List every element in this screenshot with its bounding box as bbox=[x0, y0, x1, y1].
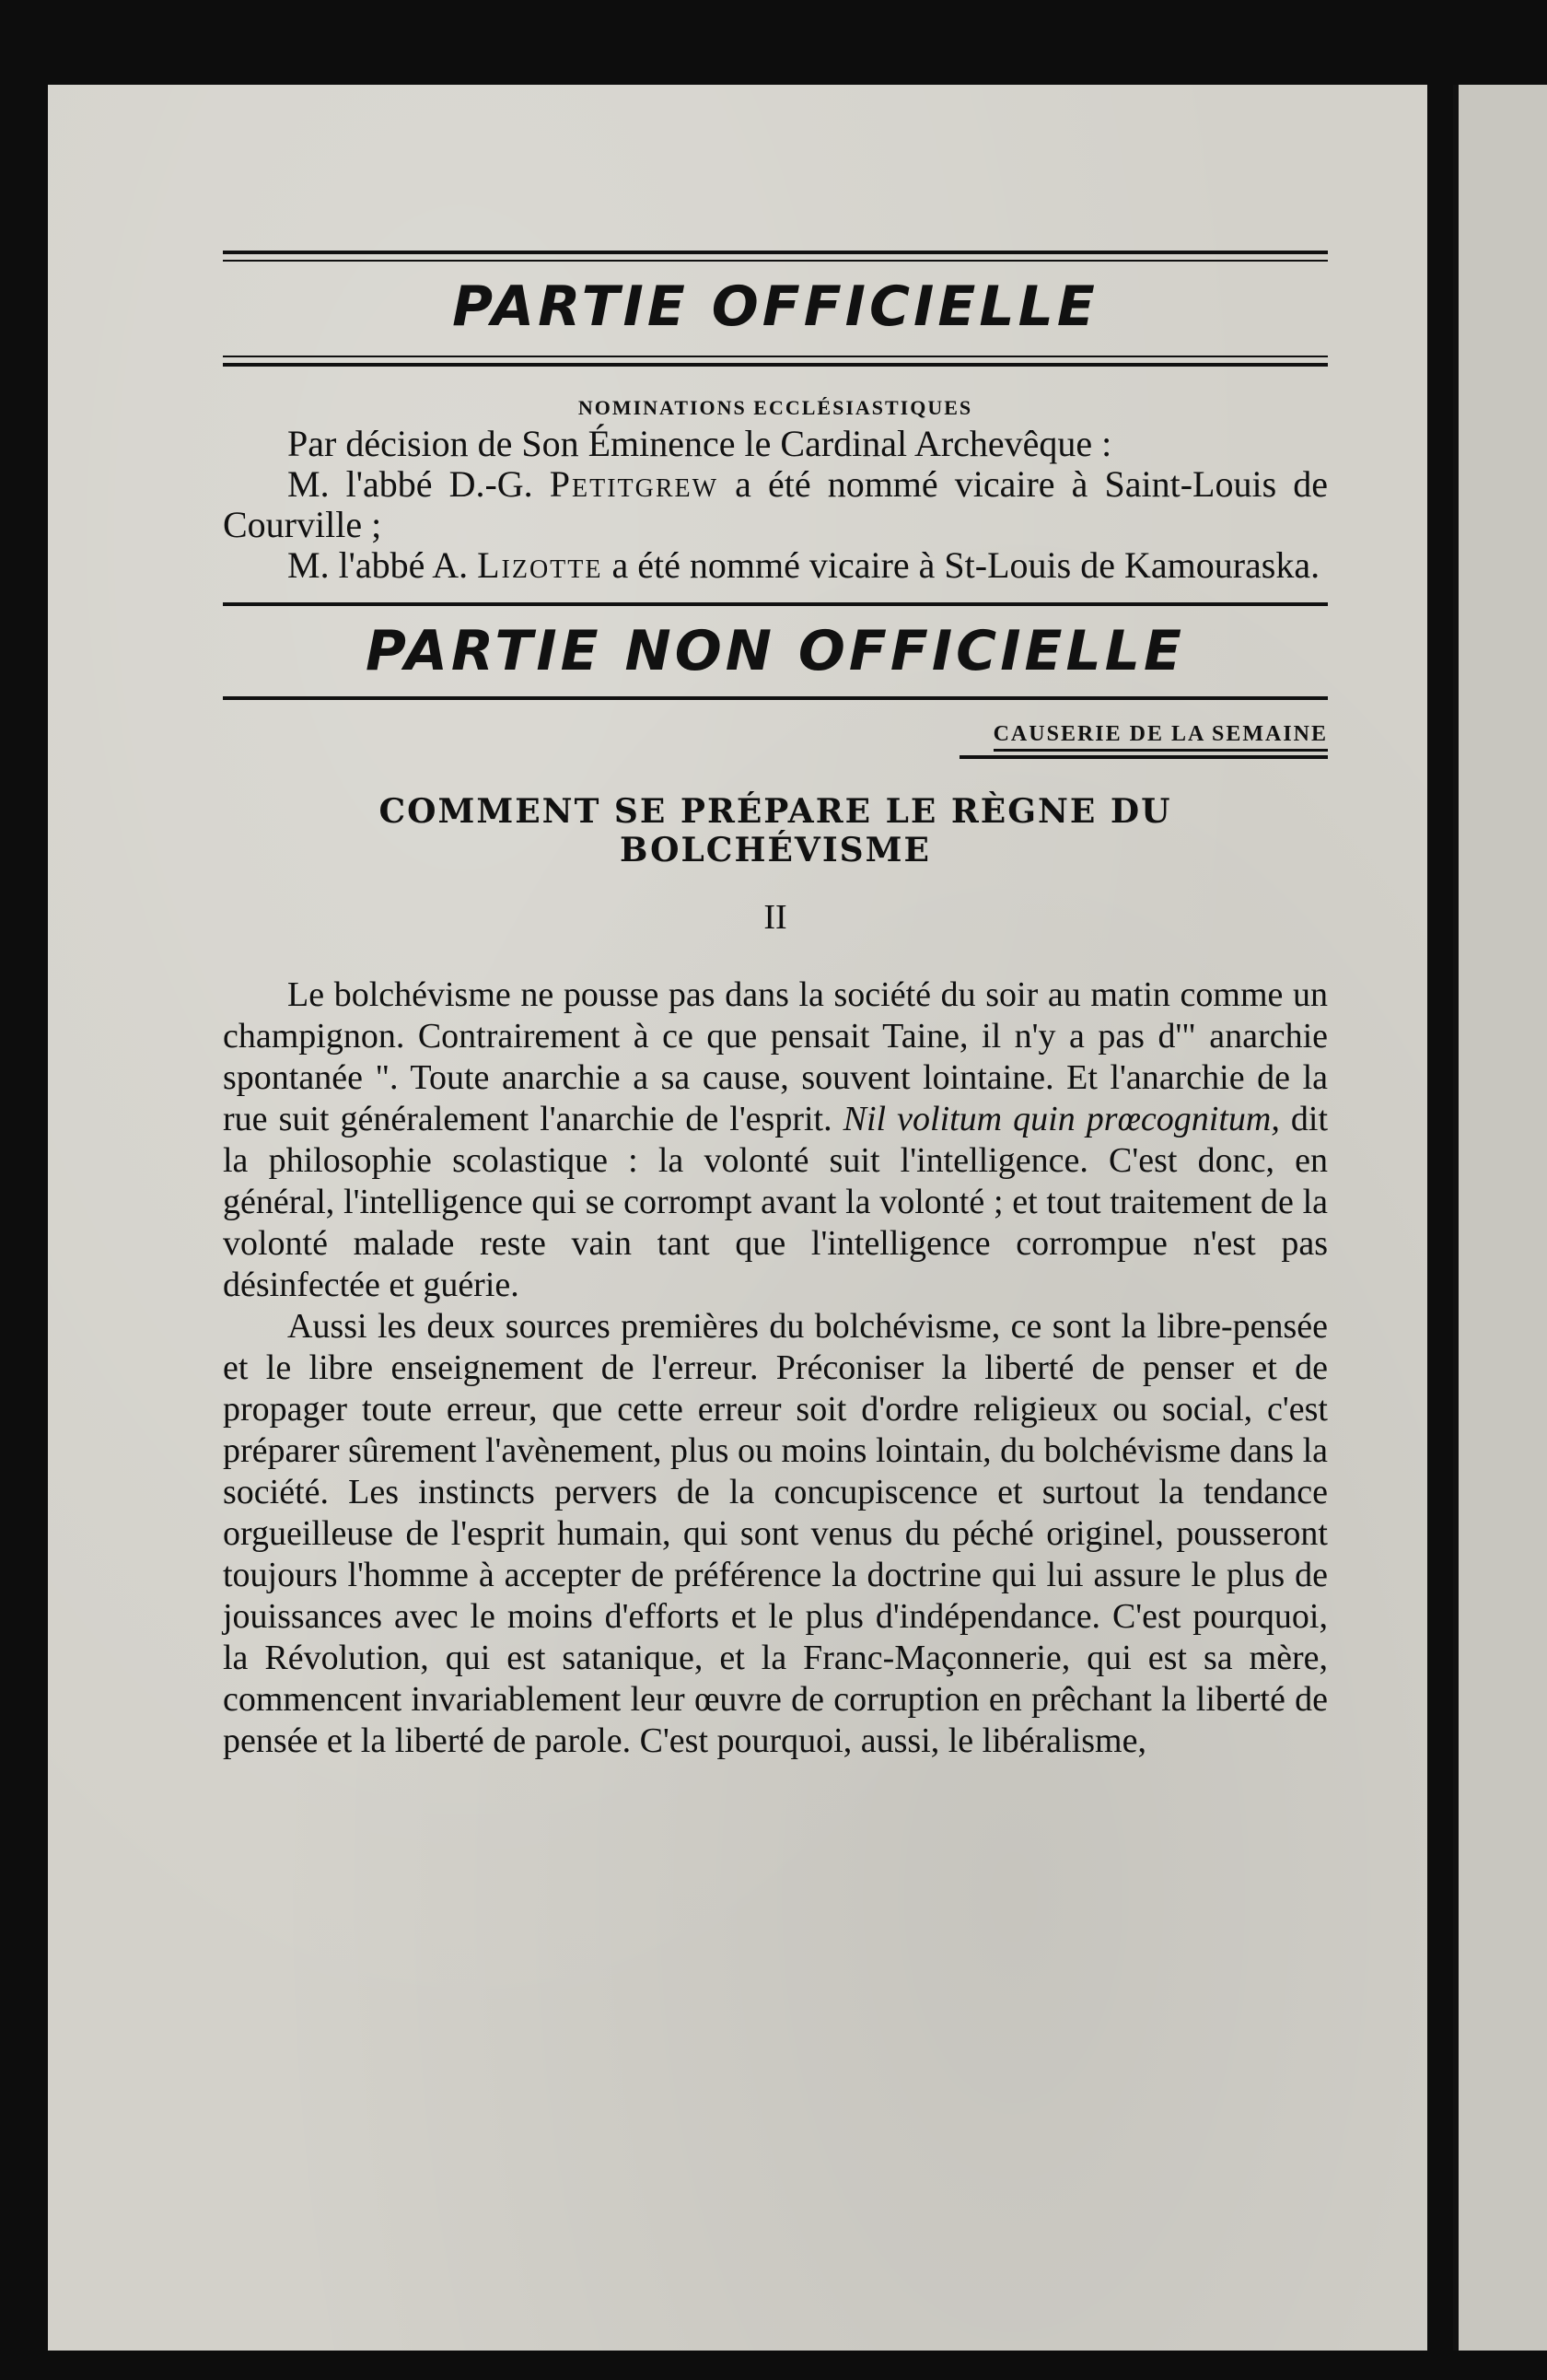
official-heading: PARTIE OFFICIELLE bbox=[452, 274, 1099, 339]
official-bottom-rule bbox=[223, 356, 1328, 357]
section-label-wrap bbox=[223, 722, 1328, 759]
official-bottom-rule-secondary bbox=[223, 363, 1328, 367]
nomination-1 bbox=[223, 464, 1328, 545]
page-content bbox=[223, 251, 1328, 1762]
nomination-1-pre: M. l'abbé D.-G. bbox=[287, 463, 550, 505]
nomination-2-post: a été nommé vicaire à St-Louis de Kamouraska. bbox=[602, 544, 1320, 586]
nominations-subheading: NOMINATIONS ECCLÉSIASTIQUES bbox=[577, 396, 973, 419]
top-rule-secondary bbox=[223, 260, 1328, 262]
nomination-2-pre: M. l'abbé A. bbox=[287, 544, 478, 586]
latin-quote: Nil volitum quin prœcognitum, bbox=[843, 1100, 1280, 1138]
paragraph-2: Aussi les deux sources premières du bolchévisme, ce sont la libre-pensée et le libre enseignement de l'erreur. Préconiser la liberté de penser et de propager toute erreur, que cette erreur soit d'ordre religieux ou social, c'est préparer sûrement l'avènement, plus ou moins lointain, du bolchévisme dans la société. Les instincts pervers de la concupiscence et surtout la tendance orgueilleuse de l'esprit humain, qui sont venus du péché originel, pousseront toujours l'homme à accepter de préférence la doctrine qui lui assure le plus de jouissances avec le moins d'efforts et le plus d'indépendance. C'est pourquoi, la Révolution, qui est satanique, et la Franc-Maçonnerie, qui est sa mère, commencent invariablement leur œuvre de corruption en prêchant la liberté de pensée et la liberté de parole. C'est pourquoi, aussi, le libéralisme, bbox=[223, 1307, 1328, 1760]
part-number: II bbox=[763, 898, 787, 937]
unofficial-bottom-rule bbox=[223, 696, 1328, 700]
section-label-rule bbox=[960, 755, 1328, 759]
unofficial-heading: PARTIE NON OFFICIELLE bbox=[366, 619, 1185, 683]
paragraph-1-b: dit la philosophie scolastique : la volonté suit l'intelligence. C'est donc, en général, l'intelligence qui se corrompt avant la volonté ; et tout traitement de la volonté malade reste vain tant que l'intelligence corrompue n'est pas désinfectée et guérie. bbox=[223, 1100, 1329, 1304]
nomination-2 bbox=[223, 545, 1328, 586]
nomination-1-post: a été nommé vicaire à Saint-Louis de Courville ; bbox=[223, 463, 1328, 545]
article-body bbox=[223, 974, 1328, 1762]
section-label: CAUSERIE DE LA SEMAINE bbox=[994, 722, 1328, 752]
official-header-block bbox=[223, 251, 1328, 367]
paragraph-1 bbox=[223, 974, 1328, 1306]
paragraph-1-a: Le bolchévisme ne pousse pas dans la société du soir au matin comme un champignon. Contrairement à ce que pensait Taine, il n'y a pas d'" anarchie spontanée ". Toute anarchie a sa cause, souvent lointaine. Et l'anarchie de la rue suit généralement l'anarchie de l'esprit. bbox=[223, 975, 1328, 1138]
article-title: COMMENT SE PRÉPARE LE RÈGNE DU BOLCHÉVISME bbox=[378, 792, 1172, 869]
nomination-2-name: Lizotte bbox=[477, 544, 603, 586]
nomination-1-name: Petitgrew bbox=[549, 463, 719, 505]
nominations-intro: Par décision de Son Éminence le Cardinal Archevêque : bbox=[287, 423, 1112, 464]
unofficial-top-rule bbox=[223, 602, 1328, 606]
document-page bbox=[48, 85, 1427, 2351]
adjacent-page-edge bbox=[1453, 85, 1547, 2351]
top-rule bbox=[223, 251, 1328, 254]
